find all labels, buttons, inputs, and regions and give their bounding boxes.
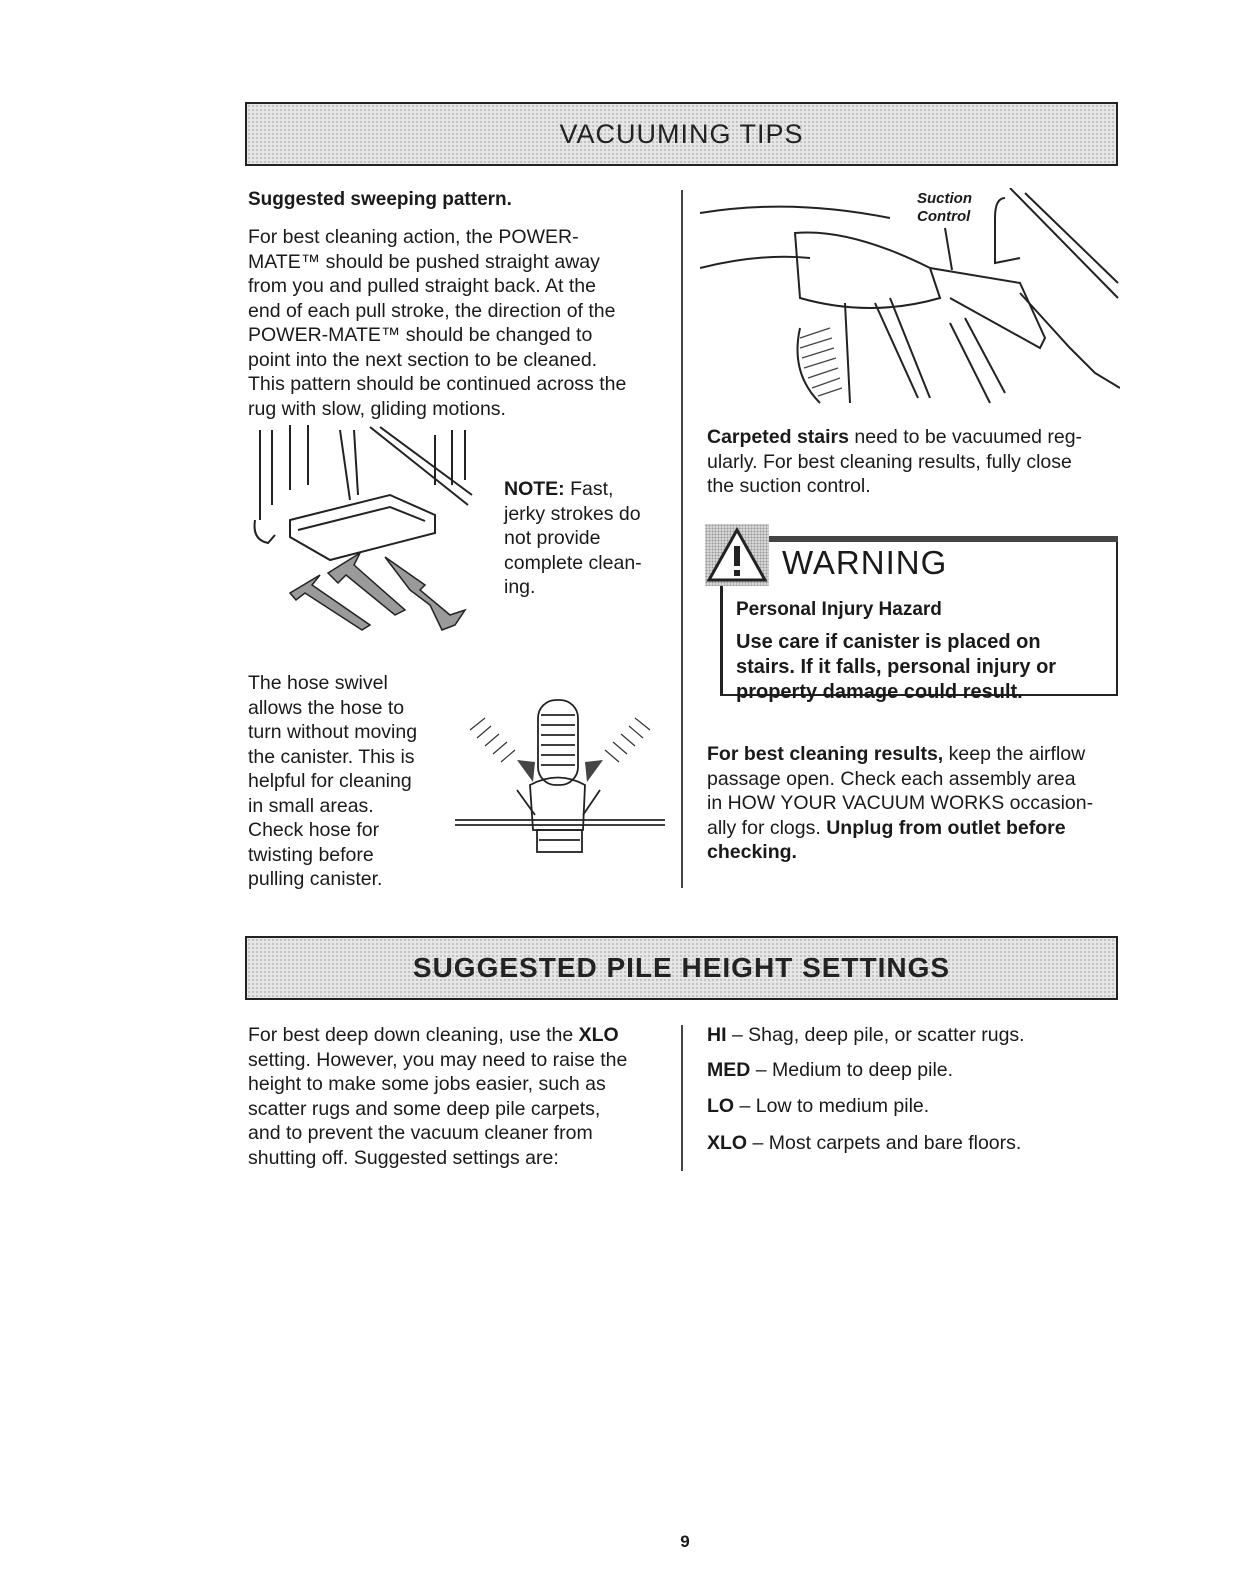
warning-triangle-icon xyxy=(705,524,769,586)
best-bold: Unplug from outlet before xyxy=(826,816,1066,839)
pile-intro-line: height to make some jobs easier, such as xyxy=(248,1073,606,1095)
pile-intro-bold: XLO xyxy=(578,1024,619,1046)
sweeping-heading: Suggested sweeping pattern. xyxy=(248,189,512,210)
setting-label: XLO xyxy=(707,1132,748,1154)
pile-setting-item xyxy=(707,1131,1021,1156)
best-line-1 xyxy=(707,742,1085,767)
note-label: NOTE: xyxy=(504,478,565,500)
pile-intro-text: For best deep down cleaning, use the xyxy=(248,1024,579,1046)
sweeping-pattern-illustration xyxy=(250,425,490,640)
vacuuming-tips-title: VACUUMING TIPS xyxy=(559,118,804,149)
setting-desc: – Most carpets and bare floors. xyxy=(747,1132,1022,1154)
hose-line: The hose swivel xyxy=(248,672,388,694)
best-bold: For best cleaning results, xyxy=(707,743,944,765)
setting-desc: – Shag, deep pile, or scatter rugs. xyxy=(726,1024,1025,1046)
pile-intro-line: and to prevent the vacuum cleaner from xyxy=(248,1122,593,1144)
hose-line: allows the hose to xyxy=(248,696,405,719)
pile-height-title: SUGGESTED PILE HEIGHT SETTINGS xyxy=(412,952,951,983)
stairs-text: need to be vacuumed reg- xyxy=(848,426,1083,448)
best-text: keep the airflow xyxy=(943,743,1086,765)
carpeted-stairs-illustration xyxy=(700,188,1120,413)
pile-setting-item xyxy=(707,1058,953,1083)
pile-intro-line: scatter rugs and some deep pile carpets, xyxy=(248,1097,601,1120)
hose-line: the canister. This is xyxy=(248,745,415,768)
best-line: in HOW YOUR VACUUM WORKS occasion- xyxy=(707,792,1094,814)
pile-intro-line: shutting off. Suggested settings are: xyxy=(248,1146,559,1169)
sweeping-line: MATE™ should be pushed straight away xyxy=(248,250,600,273)
column-divider xyxy=(681,1025,683,1171)
sweeping-line: point into the next section to be cleaned. xyxy=(248,348,598,371)
warning-line: stairs. If it falls, personal injury or xyxy=(736,656,1057,678)
warning-triangle-area xyxy=(705,524,769,586)
setting-desc: – Medium to deep pile. xyxy=(750,1059,954,1081)
suction-label: Suction xyxy=(917,190,972,207)
warning-line: property damage could result. xyxy=(736,681,1023,703)
column-divider xyxy=(681,190,683,888)
warning-subtitle: Personal Injury Hazard xyxy=(736,599,942,620)
pile-setting-item xyxy=(707,1023,1025,1048)
page-number: 9 xyxy=(680,1532,690,1551)
pile-height-banner xyxy=(245,936,1118,1000)
hose-line: twisting before xyxy=(248,843,374,866)
warning-line: Use care if canister is placed on xyxy=(736,631,1041,653)
setting-desc: – Low to medium pile. xyxy=(734,1095,930,1117)
setting-label: HI xyxy=(707,1024,727,1046)
note-text: Fast, xyxy=(564,478,614,500)
best-text: ally for clogs. xyxy=(707,816,827,839)
note-line: jerky strokes do xyxy=(504,502,641,525)
pile-setting-item xyxy=(707,1094,929,1119)
stairs-bold: Carpeted stairs xyxy=(707,426,849,448)
note-line-1 xyxy=(504,477,613,502)
best-line: checking. xyxy=(707,841,797,863)
note-line: not provide xyxy=(504,527,601,549)
sweeping-line: POWER-MATE™ should be changed to xyxy=(248,324,593,346)
note-line: ing. xyxy=(504,576,536,598)
note-line: complete clean- xyxy=(504,551,642,574)
stairs-line-1 xyxy=(707,425,1082,450)
stairs-line: the suction control. xyxy=(707,475,871,497)
sweeping-line: end of each pull stroke, the direction of the xyxy=(248,299,616,322)
warning-title: WARNING xyxy=(782,544,948,581)
hose-line: Check hose for xyxy=(248,819,380,841)
sweeping-line: from you and pulled straight back. At the xyxy=(248,275,596,297)
hose-line: in small areas. xyxy=(248,794,374,817)
hose-line: turn without moving xyxy=(248,721,418,743)
sweeping-line: This pattern should be continued across the xyxy=(248,373,627,395)
hose-line: helpful for cleaning xyxy=(248,770,412,792)
pile-intro-line: setting. However, you may need to raise the xyxy=(248,1048,628,1071)
hose-swivel-illustration xyxy=(455,690,665,860)
vacuuming-tips-banner xyxy=(245,102,1118,166)
best-line: passage open. Check each assembly area xyxy=(707,767,1076,790)
setting-label: MED xyxy=(707,1059,751,1081)
best-line-4 xyxy=(707,816,1066,841)
sweeping-line: For best cleaning action, the POWER- xyxy=(248,226,579,248)
pile-intro-line-1 xyxy=(248,1023,619,1048)
stairs-line: ularly. For best cleaning results, fully close xyxy=(707,450,1072,473)
hose-line: pulling canister. xyxy=(248,868,383,890)
sweeping-line: rug with slow, gliding motions. xyxy=(248,397,506,420)
setting-label: LO xyxy=(707,1095,735,1117)
control-label: Control xyxy=(917,208,971,225)
